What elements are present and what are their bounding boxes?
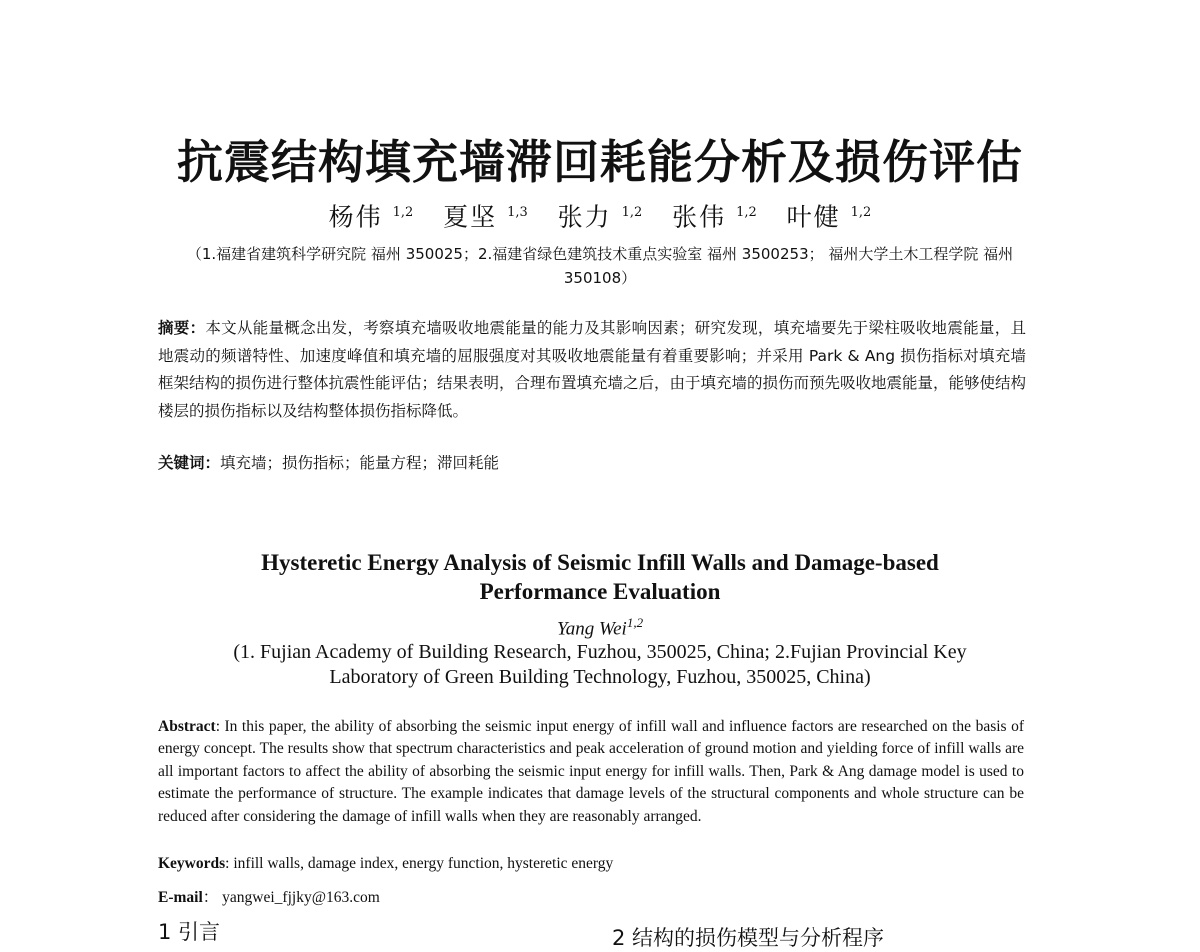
keywords-en-label: Keywords bbox=[158, 855, 226, 872]
author-name: 夏坚 bbox=[443, 202, 498, 232]
paper-title-en-line2: Performance Evaluation bbox=[479, 579, 721, 604]
author-affil-sup: 1,2 bbox=[392, 205, 414, 220]
author-affil-sup: 1,2 bbox=[621, 205, 643, 220]
email-label: E-mail bbox=[158, 889, 203, 906]
abstract-en-label: Abstract bbox=[158, 718, 216, 735]
section-heading-2: 2 结构的损伤模型与分析程序 bbox=[612, 926, 885, 950]
author-name: 张伟 bbox=[672, 202, 727, 232]
paper-title-en-line1: Hysteretic Energy Analysis of Seismic Infill Walls and Damage-based bbox=[261, 550, 939, 575]
authors-cn bbox=[0, 196, 1200, 234]
affiliation-cn: （1.福建省建筑科学研究院 福州 350025；2.福建省绿色建筑技术重点实验室 福州 3500253； 福州大学土木工程学院 福州 350108） bbox=[186, 245, 1014, 287]
email-line bbox=[158, 887, 380, 909]
abstract-en-text: : In this paper, the ability of absorbing the seismic input energy of infill wall and influence factors are researched on the basis of energy concept. The results show that spectrum characteristics and peak acceleration of ground motion and yielding force of infill walls are all important factors to affect the ability of absorbing the seismic input energy for infill walls. Then, Park & Ang damage model is used to estimate the performance of structure. The example indicates that damage levels of the structural components and whole structure can be reduced after considering the damage of infill walls when they are reasonably arranged. bbox=[158, 718, 1024, 825]
paper-title-cn: 抗震结构填充墙滞回耗能分析及损伤评估 bbox=[177, 135, 1023, 189]
author-en bbox=[0, 610, 1200, 642]
email-address: ： yangwei_fjjky@163.com bbox=[202, 889, 380, 906]
affiliation-en bbox=[150, 640, 1050, 690]
abstract-cn-label: 摘要： bbox=[158, 319, 206, 337]
keywords-en-text: : infill walls, damage index, energy function, hysteretic energy bbox=[225, 855, 614, 872]
paper-title-en bbox=[0, 548, 1200, 606]
affiliation-en-line2: Laboratory of Green Building Technology, Fuzhou, 350025, China) bbox=[329, 666, 871, 688]
keywords-cn bbox=[158, 450, 1026, 478]
abstract-en bbox=[158, 716, 1024, 828]
section-heading-1: 1 引言 bbox=[158, 920, 221, 944]
abstract-cn-text: 本文从能量概念出发，考察填充墙吸收地震能量的能力及其影响因素；研究发现，填充墙要先于梁柱吸收地震能量，且地震动的频谱特性、加速度峰值和填充墙的屈服强度对其吸收地震能量有着重要影响；并采用 Park & Ang 损伤指标对填充墙框架结构的损伤进行整体抗震性能评估；结果表明，合理布置填充墙之后，由于填充墙的损伤而预先吸收地震能量，能够使结构楼层的损伤指标以及结构整体损伤指标降低。 bbox=[158, 319, 1027, 420]
keywords-cn-text: 填充墙；损伤指标；能量方程；滞回耗能 bbox=[220, 454, 500, 472]
author-en-name: Yang Wei bbox=[556, 618, 627, 640]
keywords-cn-label: 关键词： bbox=[158, 454, 221, 472]
affiliation-en-line1: (1. Fujian Academy of Building Research, Fuzhou, 350025, China; 2.Fujian Provincial Key bbox=[233, 641, 967, 663]
author-affil-sup: 1,2 bbox=[850, 205, 872, 220]
author-affil-sup: 1,2 bbox=[736, 205, 757, 220]
author-en-affil-sup: 1,2 bbox=[626, 615, 644, 630]
author-name: 叶健 bbox=[786, 202, 841, 232]
keywords-en bbox=[158, 853, 613, 875]
author-name: 杨伟 bbox=[328, 202, 383, 232]
author-name: 张力 bbox=[557, 202, 612, 232]
author-affil-sup: 1,3 bbox=[507, 205, 528, 220]
abstract-cn bbox=[158, 315, 1026, 425]
